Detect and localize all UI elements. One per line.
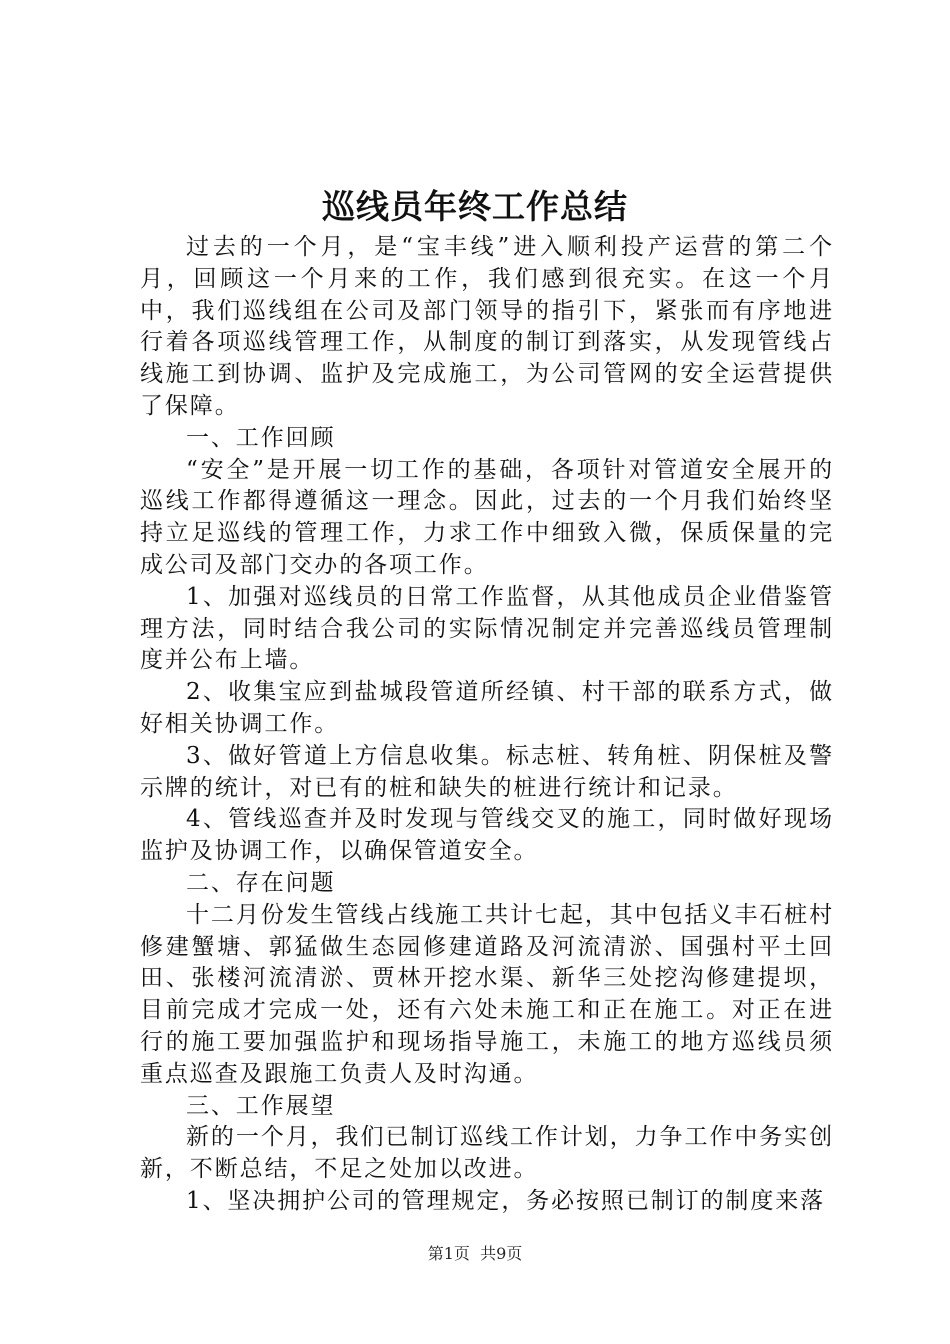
- paragraph-safety: “安全”是开展一切工作的基础，各项针对管道安全展开的巡线工作都得遵循这一理念。因此，过去的一个月我们始终坚持立足巡线的管理工作，力求工作中细致入微，保质保量的完成公司及部门交办的各项工作。: [140, 456, 834, 578]
- list-item-3: 3、做好管道上方信息收集。标志桩、转角桩、阴保桩及警示牌的统计，对已有的桩和缺失的桩进行统计和记录。: [140, 742, 834, 801]
- document-body: [140, 232, 834, 1218]
- paragraph-intro: 过去的一个月，是“宝丰线”进入顺利投产运营的第二个月，回顾这一个月来的工作，我们感到很充实。在这一个月中，我们巡线组在公司及部门领导的指引下，紧张而有序地进行着各项巡线管理工作，从制度的制订到落实，从发现管线占线施工到协调、监护及完成施工，为公司管网的安全运营提供了保障。: [140, 234, 834, 419]
- page-number-label: 第1页 共9页: [427, 1244, 523, 1263]
- paragraph-outlook: 新的一个月，我们已制订巡线工作计划，力争工作中务实创新，不断总结，不足之处加以改进。: [140, 1124, 834, 1183]
- document-title: 巡线员年终工作总结: [322, 187, 628, 226]
- list-item-outlook-1: 1、坚决拥护公司的管理规定，务必按照已制订的制度来落: [186, 1187, 826, 1214]
- paragraph-problems: 十二月份发生管线占线施工共计七起，其中包括义丰石桩村修建蟹塘、郭猛做生态园修建道路及河流清淤、国强村平土回田、张楼河流清淤、贾林开挖水渠、新华三处挖沟修建提坝，目前完成才完成一处，还有六处未施工和正在施工。对正在进行的施工要加强监护和现场指导施工，未施工的地方巡线员须重点巡查及跟施工负责人及时沟通。: [140, 901, 834, 1087]
- page-footer: [0, 1243, 950, 1265]
- list-item-2: 2、收集宝应到盐城段管道所经镇、村干部的联系方式，做好相关协调工作。: [140, 679, 834, 737]
- list-item-1: 1、加强对巡线员的日常工作监督，从其他成员企业借鉴管理方法，同时结合我公司的实际情况制定并完善巡线员管理制度并公布上墙。: [140, 583, 834, 674]
- section-heading-outlook: 三、工作展望: [186, 1092, 336, 1119]
- section-heading-problems: 二、存在问题: [186, 869, 336, 896]
- list-item-4: 4、管线巡查并及时发现与管线交叉的施工，同时做好现场监护及协调工作，以确保管道安全。: [140, 806, 834, 865]
- section-heading-review: 一、工作回顾: [186, 424, 336, 451]
